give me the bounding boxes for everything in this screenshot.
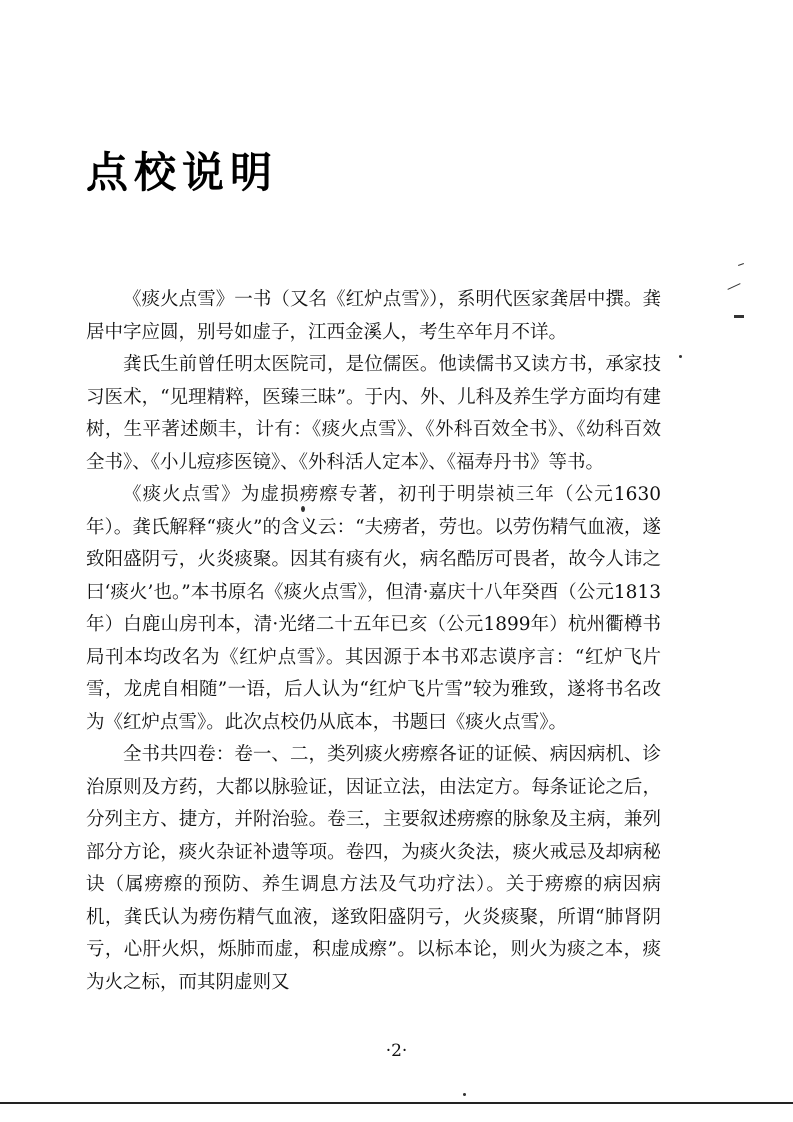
- paragraph-1: 《痰火点雪》一书（又名《红炉点雪》），系明代医家龚居中撰。龚居中字应圆，别号如虚子，江西金溪人，考生卒年月不详。: [86, 289, 661, 343]
- body-text: [86, 284, 661, 999]
- scan-mark: [679, 355, 682, 358]
- scan-mark: [738, 263, 744, 266]
- paragraph-3: 《痰火点雪》为虚损痨瘵专著，初刊于明崇祯三年（公元1630年）。龚氏解释“痰火”的含义云：“夫痨者，劳也。以劳伤精气血液，遂致阳盛阴亏，火炎痰聚。因其有痰有火，病名酷厉可畏者，故今人讳之曰‘痰火’也。”本书原名《痰火点雪》，但清·嘉庆十八年癸酉（公元1813年）白鹿山房刊本，清·光绪二十五年已亥（公元1899年）杭州衢樽书局刊本均改名为《红炉点雪》。其因源于本书邓志谟序言：“红炉飞片雪，龙虎自相随”一语，后人认为“红炉飞片雪”较为雅致，遂将书名改为《红炉点雪》。此次点校仍从底本，书题曰《痰火点雪》。: [86, 484, 661, 733]
- bottom-rule: [0, 1102, 793, 1104]
- page-title: 点校说明: [86, 148, 279, 197]
- scan-mark: [734, 315, 744, 318]
- scan-mark: [727, 283, 740, 290]
- scan-mark: [301, 506, 305, 512]
- paragraph-2: 龚氏生前曾任明太医院司，是位儒医。他读儒书又读方书，承家技习医术，“见理精粹，医臻三昧”。于内、外、儿科及养生学方面均有建树，生平著述颇丰，计有：《痰火点雪》、《外科百效全书》、《幼科百效全书》、《小儿痘疹医镜》、《外科活人定本》、《福寿丹书》等书。: [86, 354, 661, 473]
- page-number: ·2·: [385, 1041, 408, 1061]
- scan-mark: [463, 1093, 466, 1096]
- paragraph-4: 全书共四卷：卷一、二，类列痰火痨瘵各证的证候、病因病机、诊治原则及方药，大都以脉验证，因证立法，由法定方。每条证论之后，分列主方、捷方，并附治验。卷三，主要叙述痨瘵的脉象及主病，兼列部分方论，痰火杂证补遗等项。卷四，为痰火灸法，痰火戒忌及却病秘诀（属痨瘵的预防、养生调息方法及气功疗法）。关于痨瘵的病因病机，龚氏认为痨伤精气血液，遂致阳盛阴亏，火炎痰聚，所谓“肺肾阴亏，心肝火炽，烁肺而虚，积虚成瘵”。以标本论，则火为痰之本，痰为火之标，而其阴虚则又: [86, 744, 661, 993]
